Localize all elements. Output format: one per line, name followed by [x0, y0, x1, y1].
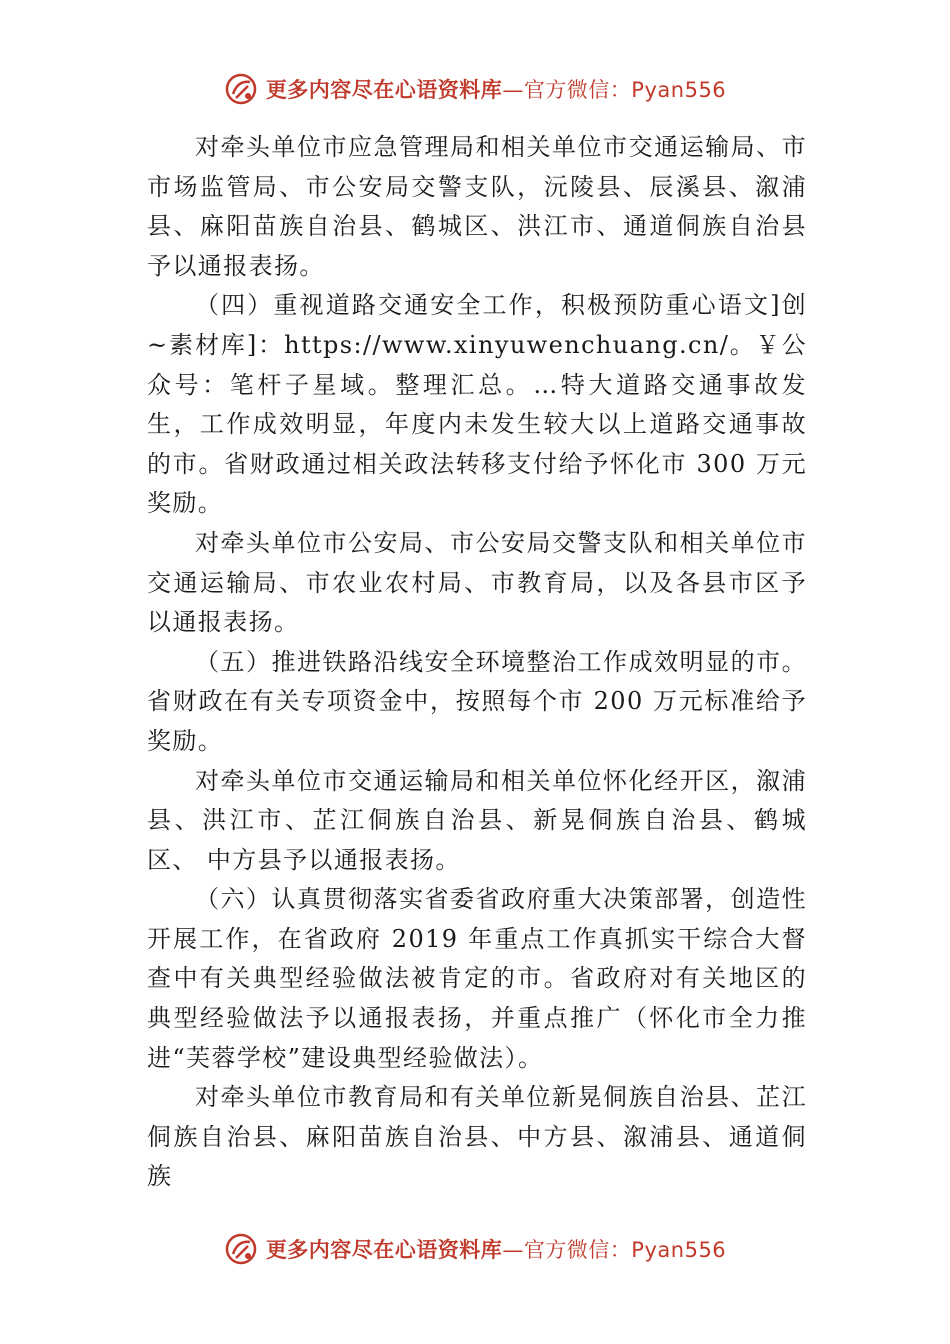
document-body — [147, 128, 807, 1197]
paragraph-3: 对牵头单位市公安局、市公安局交警支队和相关单位市交通运输局、市农业农村局、市教育局，以及各县市区予以通报表扬。 — [147, 528, 807, 637]
paragraph-5: 对牵头单位市交通运输局和相关单位怀化经开区，溆浦县、洪江市、芷江侗族自治县、新晃侗族自治县、鹤城区、 中方县予以通报表扬。 — [147, 766, 807, 874]
paragraph-7: 对牵头单位市教育局和有关单位新晃侗族自治县、芷江侗族自治县、麻阳苗族自治县、中方县、溆浦县、通道侗族 — [147, 1083, 807, 1191]
watermark-text: 更多内容尽在心语资料库—官方微信：Pyan556 — [265, 1238, 727, 1262]
brand-logo-icon — [224, 72, 258, 106]
paragraph-1: 对牵头单位市应急管理局和相关单位市交通运输局、市市场监管局、市公安局交警支队，沅陵县、辰溪县、溆浦县、麻阳苗族自治县、鹤城区、洪江市、通道侗族自治县予以通报表扬。 — [147, 133, 807, 280]
paragraph-6: （六）认真贯彻落实省委省政府重大决策部署，创造性开展工作，在省政府 2019 年重点工作真抓实干综合大督查中有关典型经验做法被肯定的市。省政府对有关地区的典型经验做法予以通报表扬，并重点推广（怀化市全力推进“芙蓉学校”建设典型经验做法）。 — [147, 885, 807, 1072]
footer-watermark — [0, 1232, 950, 1266]
header-watermark — [0, 72, 950, 106]
brand-logo-icon — [224, 1232, 258, 1266]
paragraph-2: （四）重视道路交通安全工作，积极预防重心语文]创~素材库]：https://www.xinyuwenchuang.cn/。￥公众号：笔杆子星域。整理汇总。…特大道路交通事故发生，工作成效明显，年度内未发生较大以上道路交通事故的市。省财政通过相关政法转移支付给予怀化市 300 万元奖励。 — [147, 291, 807, 518]
paragraph-4: （五）推进铁路沿线安全环境整治工作成效明显的市。省财政在有关专项资金中，按照每个市 200 万元标准给予奖励。 — [147, 647, 807, 755]
watermark-text: 更多内容尽在心语资料库—官方微信：Pyan556 — [265, 78, 727, 102]
